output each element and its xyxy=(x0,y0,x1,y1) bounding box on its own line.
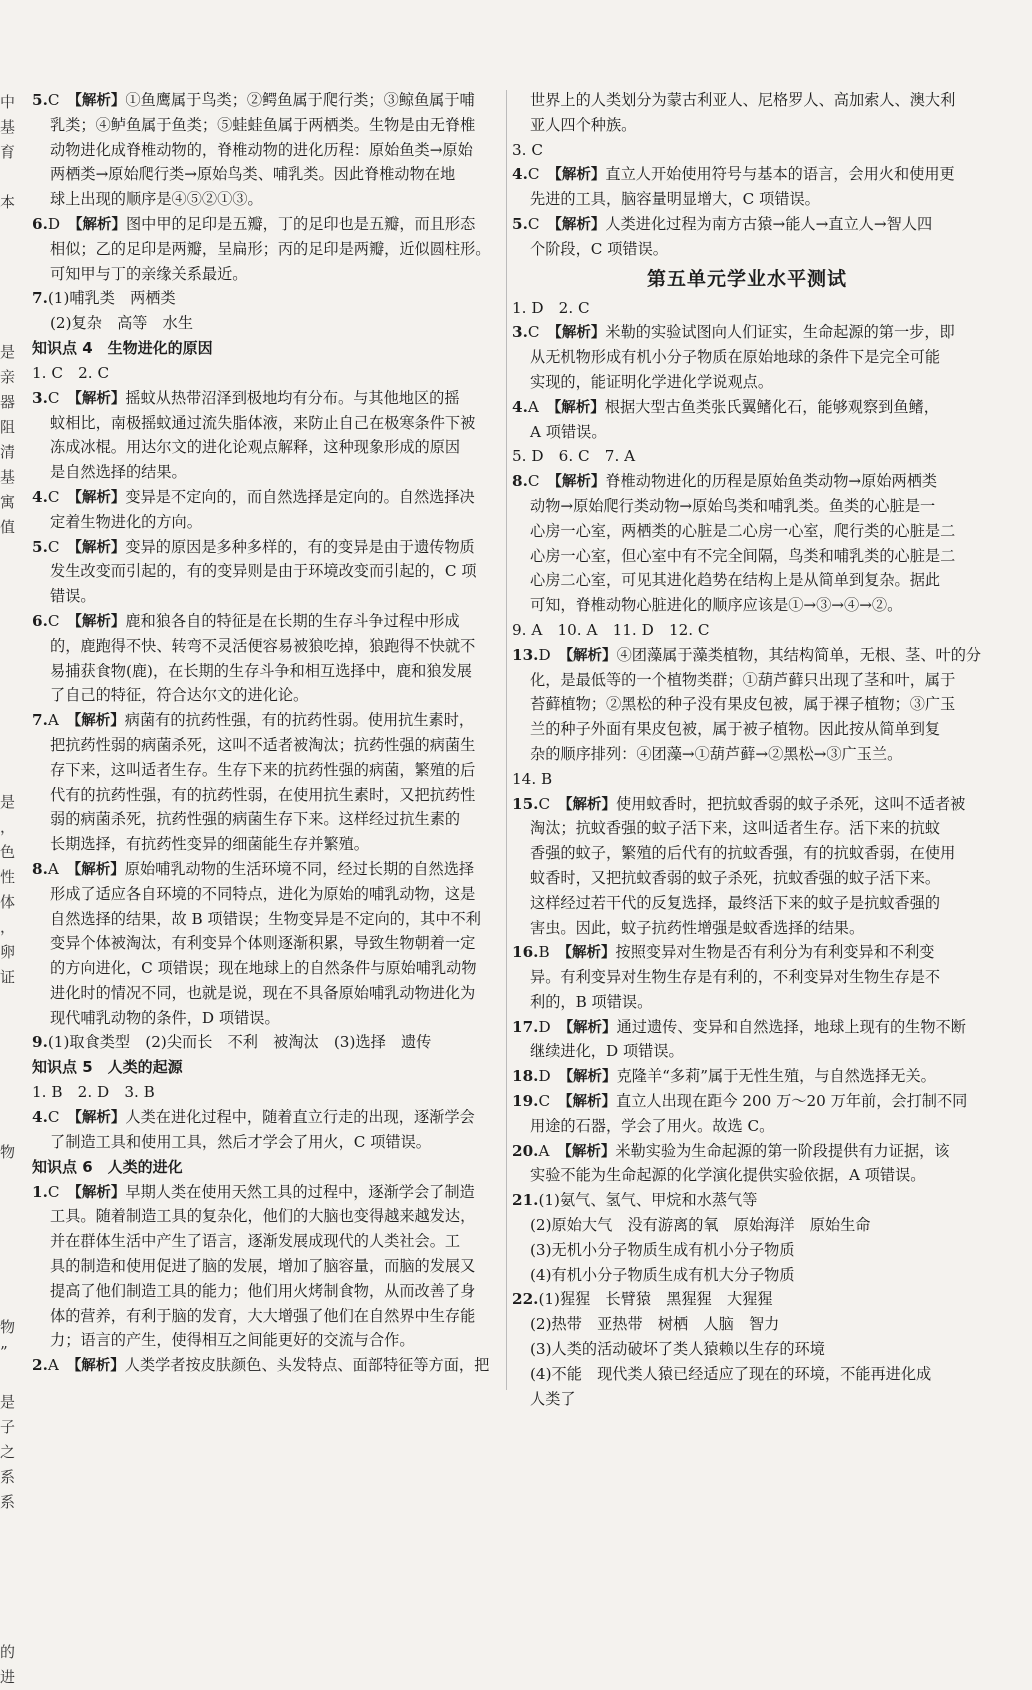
margin-char xyxy=(0,165,18,190)
margin-char: 是 xyxy=(0,343,16,361)
margin-char: 基 xyxy=(0,118,16,136)
answer-left-k6-q1: 1.C 【解析】早期人类在使用天然工具的过程中，逐渐学会了制造 工具。随着制造工具的复杂化，他们的大脑也变得越来越发达， 并在群体生活中产生了语言，逐渐发展成现代的人类社会。工 具的制造和使用促进了脑的发展，增加了脑容量，而脑的发展又 提高了他们制造工具的能力；他们用火烤制食物，从而改善了身 体的营养，有利于脑的发育，大大增强了他们在自然界中生存能 力；语言的产生，使得相互之间能更好的交流与合作。 xyxy=(32,1182,476,1350)
answer-test-q3: 3.C 【解析】米勒的实验试图向人们证实，生命起源的第一步，即 从无机物形成有机小分子物质在原始地球的条件下是完全可能 实现的，能证明化学进化学说观点。 xyxy=(512,323,955,391)
margin-char xyxy=(0,1240,18,1265)
left-column xyxy=(32,88,500,1378)
margin-char: ” xyxy=(0,1343,8,1361)
answer-test-q16: 16.B 【解析】按照变异对生物是否有利分为有利变异和不利变 异。有利变异对生物生存是有利的，不利变异对生物生存是不 利的，B 项错误。 xyxy=(512,943,941,1011)
answer-left-k6-q2: 2.A 【解析】人类学者按皮肤颜色、头发特点、面部特征等方面，把 xyxy=(32,1356,490,1375)
answer-right-q5: 5.C 【解析】人类进化过程为南方古猿→能人→直立人→智人四 个阶段，C 项错误。 xyxy=(512,214,933,258)
margin-char: 色 xyxy=(0,843,16,861)
margin-char xyxy=(0,590,18,615)
margin-char: 器 xyxy=(0,393,16,411)
margin-char xyxy=(0,690,18,715)
margin-char xyxy=(0,290,18,315)
margin-char xyxy=(0,540,18,565)
margin-char xyxy=(0,665,18,690)
margin-char xyxy=(0,265,18,290)
margin-char: 系 xyxy=(0,1468,16,1486)
margin-char: 卵 xyxy=(0,943,16,961)
answers-test-1-2: 1. D 2. C xyxy=(512,298,590,317)
margin-char xyxy=(0,1015,18,1040)
answers-test-9-12: 9. A 10. A 11. D 12. C xyxy=(512,620,710,639)
margin-char xyxy=(0,615,18,640)
answer-test-q8: 8.C 【解析】脊椎动物进化的历程是原始鱼类动物→原始两栖类 动物→原始爬行类动物→原始鸟类和哺乳类。鱼类的心脏是一 心房一心室，两栖类的心脏是二心房一心室，爬行类的心脏是二 心房一心室，但心室中有不完全间隔，鸟类和哺乳类的心脏是二 心房二心室，可见其进化趋势在结构上是从简单到复杂。据此 可知，脊椎动物心脏进化的顺序应该是①→③→④→②。 xyxy=(512,472,956,615)
answer-left-q6: 6.D 【解析】图中甲的足印是五瓣，丁的足印也是五瓣，而且形态 相似；乙的足印是两瓣，呈扁形；丙的足印是两瓣，近似圆柱形。 可知甲与丁的亲缘关系最近。 xyxy=(32,214,491,283)
margin-char xyxy=(0,990,18,1015)
answer-test-q4: 4.A 【解析】根据大型古鱼类张氏翼鳍化石，能够观察到鱼鳍， A 项错误。 xyxy=(512,397,939,441)
margin-char xyxy=(0,740,18,765)
answers-k5-short: 1. B 2. D 3. B xyxy=(32,1083,155,1102)
answer-test-q22: 22.(1)猩猩 长臂猿 黑猩猩 大猩猩 (2)热带 亚热带 树栖 人脑 智力 (3)人类的活动破坏了类人猿赖以生存的环境 (4)不能 现代类人猿已经适应了现在的环境，不能再进化成 人类了 xyxy=(512,1290,932,1408)
section-heading-k5: 知识点 5 人类的起源 xyxy=(32,1058,183,1077)
margin-char xyxy=(0,1290,18,1315)
margin-char: 体 xyxy=(0,893,16,911)
answer-left-q5: 5.C 【解析】①鱼鹰属于鸟类；②鳄鱼属于爬行类；③鲸鱼属于哺 乳类；④鲈鱼属于鱼类；⑤蛙蛙鱼属于两栖类。生物是由无脊椎 动物进化成脊椎动物的，脊椎动物的进化历程：原始鱼类→原始 两栖类→原始爬行类→原始鸟类、哺乳类。因此脊椎动物在地 球上出现的顺序是④⑤②①③。 xyxy=(32,91,476,209)
answer-test-q15: 15.C 【解析】使用蚊香时，把抗蚊香弱的蚊子杀死，这叫不适者被 淘汰；抗蚊香强的蚊子活下来，这叫适者生存。活下来的抗蚊 香强的蚊子，繁殖的后代有的抗蚊香强，有的抗蚊香弱，在使用 蚊香时，又把抗蚊香弱的蚊子杀死，抗蚊香强的蚊子活下来。 这样经过若干代的反复选择，最终活下来的蚊子是抗蚊香强的 害虫。因此，蚊子抗药性增强是蚊香选择的结果。 xyxy=(512,794,966,937)
answer-test-q20: 20.A 【解析】米勒实验为生命起源的第一阶段提供有力证据，该 实验不能为生命起源的化学演化提供实验依据，A 项错误。 xyxy=(512,1141,950,1185)
answer-left-k4-q6: 6.C 【解析】鹿和狼各自的特征是在长期的生存斗争过程中形成 的，鹿跑得不快、转弯不灵活便容易被狼吃掉，狼跑得不快就不 易捕获食物(鹿)，在长期的生存斗争和相互选择中，鹿和狼发展 了自己的特征，符合达尔文的进化论。 xyxy=(32,611,476,705)
margin-char xyxy=(0,565,18,590)
margin-char: 阻 xyxy=(0,418,16,436)
answer-test-q19: 19.C 【解析】直立人出现在距今 200 万～20 万年前，会打制不同 用途的石器，学会了用火。故选 C。 xyxy=(512,1092,968,1135)
margin-char: 证 xyxy=(0,968,16,986)
margin-char: 系 xyxy=(0,1493,16,1511)
margin-char: 之 xyxy=(0,1443,16,1461)
margin-char: 育 xyxy=(0,143,16,161)
margin-char: 进 xyxy=(0,1668,16,1686)
margin-char xyxy=(0,1065,18,1090)
margin-char xyxy=(0,1515,18,1540)
margin-char xyxy=(0,240,18,265)
answer-right-q3: 3. C xyxy=(512,140,543,159)
margin-char xyxy=(0,1265,18,1290)
margin-char: 性 xyxy=(0,868,16,886)
answer-left-k5-q4: 4.C 【解析】人类在进化过程中，随着直立行走的出现，逐渐学会 了制造工具和使用工具，然后才学会了用火，C 项错误。 xyxy=(32,1108,475,1151)
margin-char xyxy=(0,1215,18,1240)
answer-test-q21: 21.(1)氨气、氢气、甲烷和水蒸气等 (2)原始大气 没有游离的氧 原始海洋 原始生命 (3)无机小分子物质生成有机小分子物质 (4)有机小分子物质生成有机大分子物质 xyxy=(512,1191,871,1284)
answer-left-q7: 7.(1)哺乳类 两栖类 (2)复杂 高等 水生 xyxy=(32,289,194,333)
answer-left-k4-q8: 8.A 【解析】原始哺乳动物的生活环境不同，经过长期的自然选择 形成了适应各自环境的不同特点，进化为原始的哺乳动物，这是 自然选择的结果，故 B 项错误；生物变异是不定向的，其中不利 变异个体被淘汰，有利变异个体则逐渐积累，导致生物朝着一定 的方向进化，C 项错误；现在地球上的自然条件与原始哺乳动物 进化时的情况不同，也就是说，现在不具备原始哺乳动物进化为 现代哺乳动物的条件，D 项错误。 xyxy=(32,859,481,1027)
margin-char: 物 xyxy=(0,1143,16,1161)
margin-char: 值 xyxy=(0,518,16,536)
answer-test-q14: 14. B xyxy=(512,769,553,788)
margin-char xyxy=(0,1115,18,1140)
margin-char xyxy=(0,1365,18,1390)
unit-test-title: 第五单元学业水平测试 xyxy=(646,267,847,290)
answer-left-k4-q5: 5.C 【解析】变异的原因是多种多样的，有的变异是由于遗传物质 发生改变而引起的，有的变异则是由于环境改变而引起的，C 项 错误。 xyxy=(32,537,477,606)
section-heading-k6: 知识点 6 人类的进化 xyxy=(32,1157,183,1176)
margin-char xyxy=(0,1565,18,1590)
margin-char: 的 xyxy=(0,1643,16,1661)
answer-right-q4: 4.C 【解析】直立人开始使用符号与基本的语言，会用火和使用更 先进的工具，脑容量明显增大，C 项错误。 xyxy=(512,165,955,209)
margin-char xyxy=(0,1090,18,1115)
margin-char xyxy=(0,715,18,740)
margin-char xyxy=(0,1190,18,1215)
section-heading-k4: 知识点 4 生物进化的原因 xyxy=(32,338,213,357)
margin-char: 基 xyxy=(0,468,16,486)
margin-char: 清 xyxy=(0,443,16,461)
margin-char xyxy=(0,1040,18,1065)
margin-char xyxy=(0,1615,18,1640)
margin-char: 寓 xyxy=(0,493,16,511)
answers-test-5-7: 5. D 6. C 7. A xyxy=(512,447,636,466)
answers-k4-short: 1. C 2. C xyxy=(32,363,110,382)
margin-char: 是 xyxy=(0,793,16,811)
column-divider xyxy=(506,90,507,1390)
answer-left-k4-q9: 9.(1)取食类型 (2)尖而长 不利 被淘汰 (3)选择 遗传 xyxy=(32,1033,432,1052)
margin-char xyxy=(0,1165,18,1190)
margin-char xyxy=(0,765,18,790)
margin-char: 物 xyxy=(0,1318,16,1336)
left-margin-strip xyxy=(0,90,18,1686)
margin-char xyxy=(0,1590,18,1615)
margin-char xyxy=(0,1540,18,1565)
margin-char: 子 xyxy=(0,1418,16,1436)
margin-char: 亲 xyxy=(0,368,16,386)
answer-test-q13: 13.D 【解析】④团藻属于藻类植物，其结构简单，无根、茎、叶的分 化，是最低等的一个植物类群；①葫芦藓只出现了茎和叶，属于 苔藓植物；②黑松的种子没有果皮包被，属于裸子植物；③广玉 兰的种子外面有果皮包被，属于被子植物。因此按从简单到复 杂的顺序排列：④团藻→①葫芦藓→②黑松→③广玉兰。 xyxy=(512,645,982,763)
answer-test-q17: 17.D 【解析】通过遗传、变异和自然选择，地球上现有的生物不断 继续进化，D 项错误。 xyxy=(512,1017,966,1061)
answer-left-k4-q4: 4.C 【解析】变异是不定向的，而自然选择是定向的。自然选择决 定着生物进化的方向。 xyxy=(32,487,475,531)
margin-char: 是 xyxy=(0,1393,16,1411)
right-column xyxy=(512,88,982,1411)
answer-test-q18: 18.D 【解析】克隆羊“多莉”属于无性生殖，与自然选择无关。 xyxy=(512,1067,936,1086)
answer-left-k4-q3: 3.C 【解析】摇蚊从热带沼泽到极地均有分布。与其他地区的摇 蚊相比，南极摇蚊通过流失脂体液，来防止自己在极寒条件下被 冻成冰棍。用达尔文的进化论观点解释，这种现象形成的原因 是自然选择的结果。 xyxy=(32,388,476,482)
answer-right-q2-continued: 世界上的人类划分为蒙古利亚人、尼格罗人、高加索人、澳大利 亚人四个种族。 xyxy=(530,91,956,134)
margin-char xyxy=(0,215,18,240)
margin-char: 中 xyxy=(0,93,16,111)
margin-char xyxy=(0,315,18,340)
answer-left-k4-q7: 7.A 【解析】病菌有的抗药性强，有的抗药性弱。使用抗生素时， 把抗药性弱的病菌杀死，这叫不适者被淘汰；抗药性强的病菌生 存下来，这叫适者生存。生存下来的抗药性强的病菌，繁殖的后 代有的抗药性强，有的抗药性弱，在使用抗生素时，又把抗药性 弱的病菌杀死，抗药性强的病菌生存下来。这样经过抗生素的 长期选择，有抗药性变异的细菌能生存并繁殖。 xyxy=(32,711,476,854)
margin-char: 本 xyxy=(0,193,16,211)
margin-char: ， xyxy=(0,918,16,936)
margin-char: ， xyxy=(0,818,16,836)
margin-char xyxy=(0,640,18,665)
